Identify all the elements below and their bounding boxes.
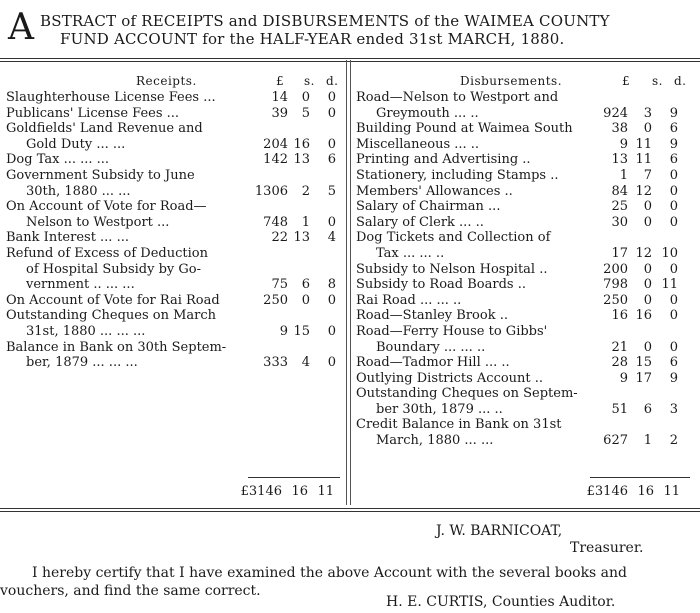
receipts-row-description <box>6 308 256 339</box>
receipts-row-description <box>6 199 256 230</box>
receipts-header <box>6 72 342 90</box>
disbursements-row-pence: 0 <box>669 308 678 324</box>
disbursements-row <box>356 417 694 448</box>
disbursements-column <box>356 72 694 449</box>
receipts-row <box>6 106 342 122</box>
disbursements-row-shillings: 12 <box>635 245 652 261</box>
receipts-row-line: ber, 1879 ... ... ... <box>26 355 138 371</box>
receipts-row-pounds: 250 <box>263 292 288 308</box>
disbursements-row-description <box>356 371 604 387</box>
receipts-row-pounds: 333 <box>263 355 288 371</box>
receipts-row-pence: 0 <box>327 214 336 230</box>
disbursements-row-shillings: 11 <box>635 136 652 152</box>
receipts-row <box>6 152 342 168</box>
receipts-row-pounds: 1306 <box>254 183 288 199</box>
disbursements-row-description <box>356 417 604 448</box>
disbursements-row-line: Building Pound at Waimea South <box>356 121 573 137</box>
receipts-pounds-header: £ <box>276 74 285 88</box>
disbursements-row-line: Boundary ... ... .. <box>376 339 486 355</box>
disbursements-row-pounds: 9 <box>619 136 628 152</box>
receipts-row-line: Slaughterhouse License Fees ... <box>6 90 216 105</box>
disbursements-row-pounds: 25 <box>611 199 628 215</box>
receipts-row-line: vernment .. ... ... <box>26 277 135 293</box>
receipts-row-line: Refund of Excess of Deduction <box>6 245 208 261</box>
receipts-row-description <box>6 106 256 122</box>
disbursements-row <box>356 199 694 215</box>
disbursements-row-line: ber 30th, 1879 ... .. <box>376 401 503 417</box>
disbursements-row <box>356 308 694 324</box>
receipts-row-description <box>6 340 256 371</box>
disbursements-heading: Disbursements. <box>460 74 563 88</box>
disbursements-row-shillings: 0 <box>643 214 652 230</box>
bottom-double-rule <box>0 508 700 512</box>
receipts-heading: Receipts. <box>136 74 197 88</box>
treasurer-role: Treasurer. <box>570 540 644 556</box>
receipts-row <box>6 293 342 309</box>
disbursements-row-description <box>356 168 604 184</box>
receipts-row-line: Nelson to Westport ... <box>26 214 170 230</box>
receipts-row-pence: 0 <box>327 355 336 371</box>
receipts-row-line: Outstanding Cheques on March <box>6 308 217 324</box>
certificate-line-2: vouchers, and find the same correct. <box>0 583 261 599</box>
disbursements-row-line: Salary of Clerk ... .. <box>356 214 484 230</box>
disbursements-row-line: Rai Road ... ... .. <box>356 292 462 308</box>
disbursements-total-pence: 11 <box>663 484 680 499</box>
disbursements-row-shillings: 0 <box>643 261 652 277</box>
receipts-row-pence: 0 <box>327 136 336 152</box>
receipts-row-line: Balance in Bank on 30th Septem- <box>6 339 227 355</box>
disbursements-row-shillings: 3 <box>643 105 652 121</box>
receipts-row-line: Publicans' License Fees ... <box>6 105 180 121</box>
disbursements-pence-header: d. <box>674 74 687 88</box>
disbursements-row-description <box>356 262 604 278</box>
disbursements-row-pence: 9 <box>669 370 678 386</box>
receipts-row <box>6 199 342 230</box>
disbursements-row-pence: 9 <box>669 136 678 152</box>
disbursements-row-pence: 0 <box>669 214 678 230</box>
receipts-row-pounds: 75 <box>271 277 288 293</box>
receipts-row-pence: 0 <box>327 105 336 121</box>
disbursements-row-line: Greymouth ... .. <box>376 105 479 121</box>
disbursements-row-pounds: 16 <box>611 308 628 324</box>
receipts-row-pence: 0 <box>327 292 336 308</box>
disbursements-row-pounds: 30 <box>611 214 628 230</box>
disbursements-row-description <box>356 121 604 137</box>
disbursements-row-shillings: 15 <box>635 355 652 371</box>
auditor-signature: H. E. CURTIS, Counties Auditor. <box>386 594 616 610</box>
disbursements-row-line: Credit Balance in Bank on 31st <box>356 417 562 433</box>
receipts-row-line: of Hospital Subsidy by Go- <box>26 261 201 277</box>
receipts-row-pence: 5 <box>327 183 336 199</box>
disbursements-pounds-header: £ <box>622 74 631 88</box>
disbursements-row <box>356 230 694 261</box>
disbursements-row-shillings: 0 <box>643 292 652 308</box>
disbursements-total-shillings: 16 <box>637 484 654 499</box>
disbursements-row-pence: 9 <box>669 105 678 121</box>
receipts-row-description <box>6 246 256 293</box>
disbursements-row-line: Miscellaneous ... .. <box>356 136 480 152</box>
receipts-row-pounds: 14 <box>271 90 288 105</box>
receipts-row-pounds: 748 <box>263 214 288 230</box>
disbursements-row <box>356 371 694 387</box>
receipts-rows <box>6 90 342 371</box>
disbursements-row-line: Outlying Districts Account .. <box>356 370 544 386</box>
column-divider <box>346 60 347 505</box>
receipts-row <box>6 230 342 246</box>
receipts-row-line: On Account of Vote for Road— <box>6 199 207 215</box>
receipts-total-pence: 11 <box>317 484 334 499</box>
receipts-column <box>6 72 342 371</box>
disbursements-row <box>356 277 694 293</box>
disbursements-row <box>356 262 694 278</box>
disbursements-row <box>356 121 694 137</box>
disbursements-row-description <box>356 137 604 153</box>
disbursements-row-line: Road—Stanley Brook .. <box>356 308 508 324</box>
receipts-row-shillings: 4 <box>301 355 310 371</box>
disbursements-row-pounds: 17 <box>611 245 628 261</box>
disbursements-row-description <box>356 293 604 309</box>
disbursements-shillings-header: s. <box>652 74 663 88</box>
receipts-row-shillings: 2 <box>301 183 310 199</box>
receipts-row-description <box>6 152 256 168</box>
receipts-row-pounds: 204 <box>263 136 288 152</box>
receipts-row-description <box>6 90 256 106</box>
disbursements-row-pence: 0 <box>669 292 678 308</box>
receipts-row-pounds: 22 <box>271 230 288 246</box>
column-divider-2 <box>350 60 351 505</box>
receipts-total-shillings: 16 <box>291 484 308 499</box>
receipts-row <box>6 90 342 106</box>
disbursements-row-shillings: 0 <box>643 199 652 215</box>
disbursements-rows <box>356 90 694 449</box>
disbursements-row-shillings: 0 <box>643 339 652 355</box>
receipts-row-line: 30th, 1880 ... ... <box>26 183 131 199</box>
receipts-row-line: Goldfields' Land Revenue and <box>6 121 203 137</box>
disbursements-row-pounds: 13 <box>611 152 628 168</box>
disbursements-row-pence: 0 <box>669 199 678 215</box>
disbursements-row-shillings: 0 <box>643 277 652 293</box>
receipts-row-shillings: 13 <box>293 230 310 246</box>
receipts-row <box>6 340 342 371</box>
disbursements-row-pounds: 21 <box>611 339 628 355</box>
disbursements-row <box>356 293 694 309</box>
receipts-row-shillings: 16 <box>293 136 310 152</box>
disbursements-row-pounds: 798 <box>603 277 628 293</box>
certificate-line-1: I hereby certify that I have examined the above Account with the several books and <box>32 565 628 581</box>
disbursements-row-line: Tax ... ... .. <box>376 245 445 261</box>
receipts-row-description <box>6 121 256 152</box>
disbursements-row <box>356 168 694 184</box>
disbursements-row-pence: 0 <box>669 339 678 355</box>
disbursements-row-line: March, 1880 ... ... <box>376 433 494 449</box>
disbursements-row-pounds: 200 <box>603 261 628 277</box>
disbursements-row-pounds: 9 <box>619 370 628 386</box>
receipts-row-pounds: 39 <box>271 105 288 121</box>
receipts-total-pounds: £3146 <box>240 484 282 499</box>
disbursements-total-rule <box>590 477 690 478</box>
receipts-row-description <box>6 168 256 199</box>
disbursements-row-shillings: 6 <box>643 401 652 417</box>
disbursements-row-pounds: 38 <box>611 121 628 137</box>
receipts-row <box>6 168 342 199</box>
disbursements-row-shillings: 0 <box>643 121 652 137</box>
receipts-row-shillings: 5 <box>301 105 310 121</box>
receipts-row-pence: 0 <box>327 323 336 339</box>
disbursements-row-pounds: 1 <box>619 167 628 183</box>
disbursements-row-line: Subsidy to Road Boards .. <box>356 277 526 293</box>
disbursements-row-shillings: 17 <box>635 370 652 386</box>
receipts-row <box>6 121 342 152</box>
receipts-row-shillings: 1 <box>301 214 310 230</box>
disbursements-row-line: Road—Tadmor Hill ... .. <box>356 355 510 371</box>
receipts-row-line: Government Subsidy to June <box>6 167 195 183</box>
receipts-row-shillings: 0 <box>301 90 310 105</box>
disbursements-row-line: Members' Allowances .. <box>356 183 513 199</box>
disbursements-row-pence: 0 <box>669 261 678 277</box>
disbursements-row-description <box>356 199 604 215</box>
disbursements-row-pounds: 51 <box>611 401 628 417</box>
receipts-total-rule <box>248 477 340 478</box>
treasurer-name: J. W. BARNICOAT, <box>436 523 563 539</box>
disbursements-row-description <box>356 184 604 200</box>
disbursements-row-pence: 2 <box>669 433 678 449</box>
receipts-row-line: Gold Duty ... ... <box>26 136 126 152</box>
disbursements-row-pence: 6 <box>669 355 678 371</box>
receipts-shillings-header: s. <box>304 74 315 88</box>
disbursements-row <box>356 152 694 168</box>
disbursements-row-pence: 6 <box>669 152 678 168</box>
receipts-row-line: Dog Tax ... ... ... <box>6 152 110 168</box>
receipts-row <box>6 246 342 293</box>
disbursements-row-shillings: 16 <box>635 308 652 324</box>
disbursements-row-description <box>356 386 604 417</box>
receipts-row-pounds: 9 <box>279 323 288 339</box>
disbursements-row <box>356 137 694 153</box>
title-line-2: FUND ACCOUNT for the HALF-YEAR ended 31st MARCH, 1880. <box>60 30 565 48</box>
receipts-pence-header: d. <box>326 74 339 88</box>
disbursements-row-description <box>356 308 604 324</box>
title-dropcap: A <box>8 7 34 48</box>
disbursements-row-pounds: 627 <box>603 433 628 449</box>
disbursements-row-line: Road—Ferry House to Gibbs' <box>356 323 548 339</box>
disbursements-row-line: Subsidy to Nelson Hospital .. <box>356 261 548 277</box>
disbursements-header <box>356 72 694 90</box>
title-line-1: BSTRACT of RECEIPTS and DISBURSEMENTS of the WAIMEA COUNTY <box>40 12 610 30</box>
disbursements-row-description <box>356 90 604 121</box>
disbursements-row-line: Dog Tickets and Collection of <box>356 230 551 246</box>
disbursements-row-line: Outstanding Cheques on Septem- <box>356 386 578 402</box>
disbursements-row-shillings: 7 <box>643 167 652 183</box>
disbursements-row-pounds: 924 <box>603 105 628 121</box>
receipts-row-line: On Account of Vote for Rai Road <box>6 292 220 308</box>
disbursements-row-line: Stationery, including Stamps .. <box>356 167 559 183</box>
disbursements-row <box>356 90 694 121</box>
disbursements-row-shillings: 12 <box>635 183 652 199</box>
disbursements-row-pounds: 250 <box>603 292 628 308</box>
disbursements-row-description <box>356 215 604 231</box>
disbursements-row-description <box>356 324 604 355</box>
disbursements-row <box>356 324 694 355</box>
disbursements-row-line: Printing and Advertising .. <box>356 152 531 168</box>
disbursements-row-description <box>356 152 604 168</box>
disbursements-row-pence: 0 <box>669 167 678 183</box>
disbursements-row <box>356 215 694 231</box>
disbursements-row-description <box>356 277 604 293</box>
receipts-row-pence: 8 <box>327 277 336 293</box>
receipts-row-pence: 4 <box>327 230 336 246</box>
disbursements-total-pounds: £3146 <box>586 484 628 499</box>
receipts-row-line: 31st, 1880 ... ... ... <box>26 323 146 339</box>
disbursements-row-pence: 10 <box>661 245 678 261</box>
receipts-row-shillings: 13 <box>293 152 310 168</box>
disbursements-row-pence: 0 <box>669 183 678 199</box>
receipts-row <box>6 308 342 339</box>
receipts-row-description <box>6 293 256 309</box>
disbursements-row <box>356 184 694 200</box>
receipts-row-shillings: 0 <box>301 292 310 308</box>
disbursements-row <box>356 355 694 371</box>
disbursements-row-pence: 6 <box>669 121 678 137</box>
disbursements-row-shillings: 1 <box>643 433 652 449</box>
receipts-row-pence: 6 <box>327 152 336 168</box>
disbursements-row-pence: 11 <box>661 277 678 293</box>
receipts-row-line: Bank Interest ... ... <box>6 230 129 246</box>
disbursements-row-description <box>356 230 604 261</box>
disbursements-row-line: Road—Nelson to Westport and <box>356 90 559 105</box>
disbursements-row-description <box>356 355 604 371</box>
disbursements-row <box>356 386 694 417</box>
disbursements-row-shillings: 11 <box>635 152 652 168</box>
receipts-row-description <box>6 230 256 246</box>
receipts-row-shillings: 15 <box>293 323 310 339</box>
receipts-row-pounds: 142 <box>263 152 288 168</box>
disbursements-row-line: Salary of Chairman ... <box>356 199 501 215</box>
disbursements-row-pounds: 28 <box>611 355 628 371</box>
receipts-row-shillings: 6 <box>301 277 310 293</box>
disbursements-row-pence: 3 <box>669 401 678 417</box>
disbursements-row-pounds: 84 <box>611 183 628 199</box>
receipts-row-pence: 0 <box>327 90 336 105</box>
